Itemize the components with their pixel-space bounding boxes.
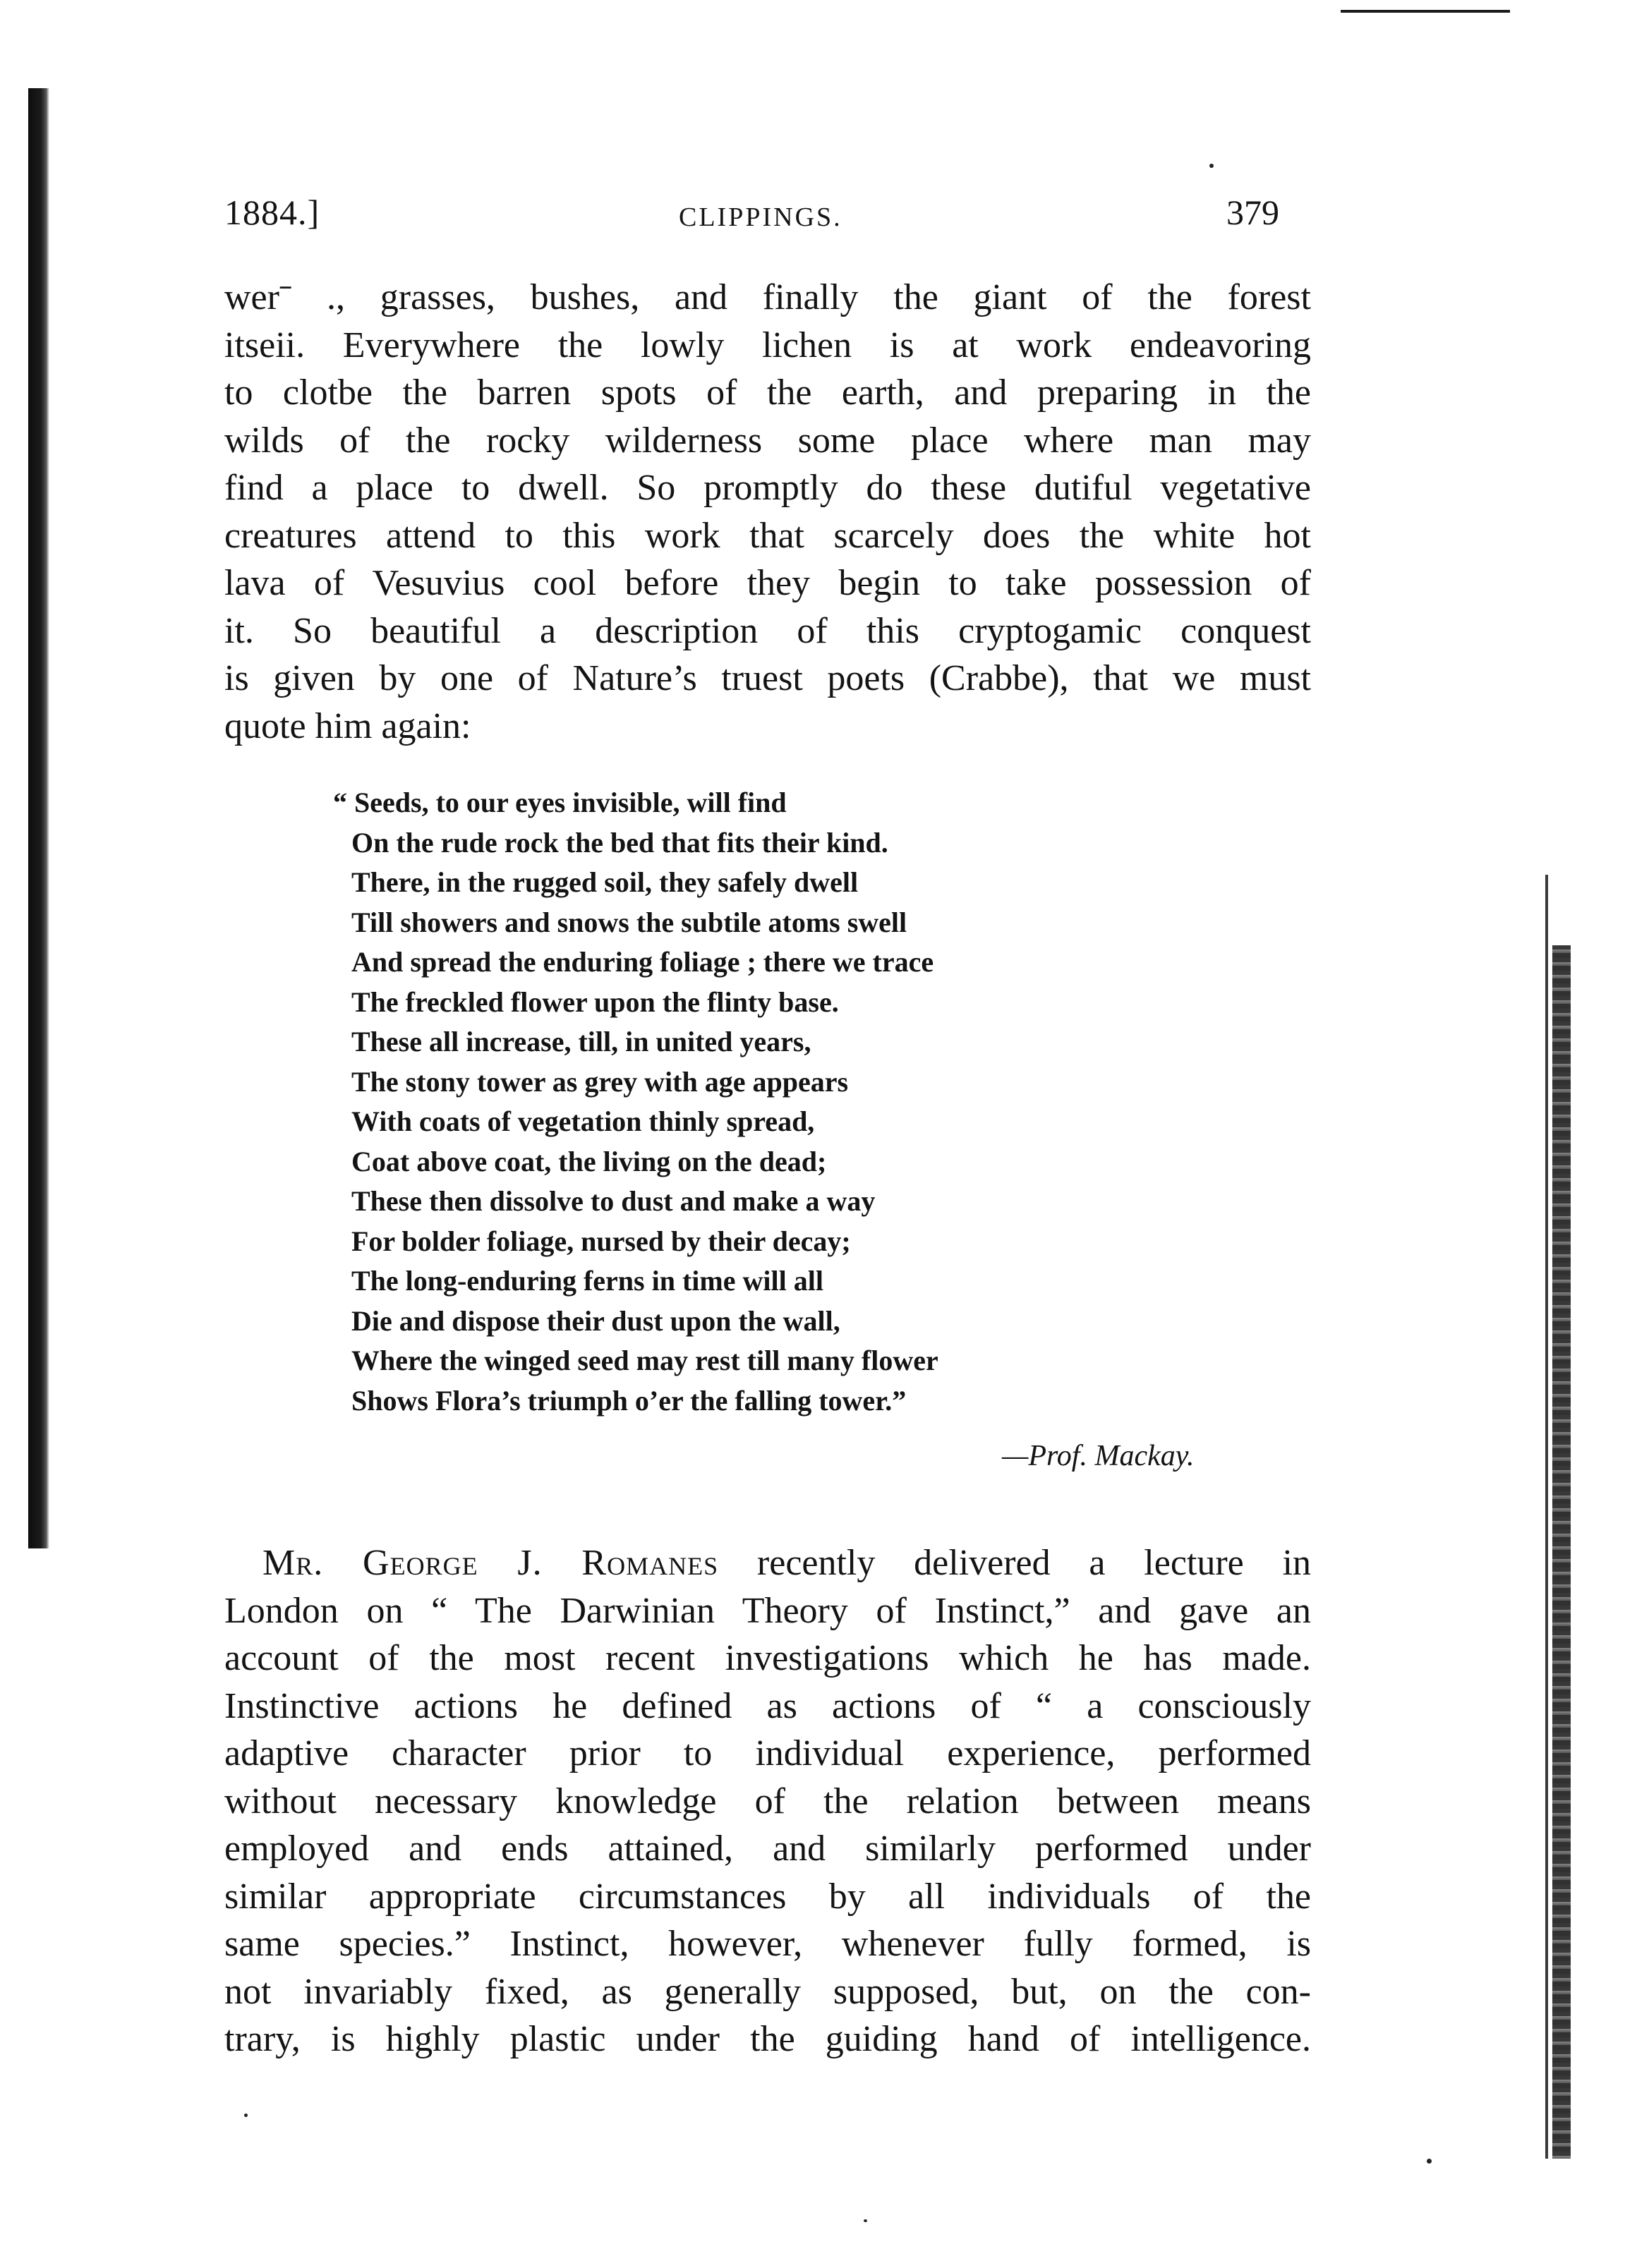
- scan-binding-shadow-left: [28, 88, 49, 1548]
- poem-line: With coats of vegetation thinly spread,: [351, 1105, 815, 1137]
- text-line: account of the most recent investigations which he has made.: [224, 1638, 1311, 1678]
- text-line: it. So beautiful a description of this cryptogamic conquest: [224, 610, 1311, 651]
- scan-speck: [864, 2219, 867, 2222]
- text-line: not invariably fixed, as generally supposed, but, on the con-: [224, 1971, 1311, 2012]
- poem-line: The freckled flower upon the flinty base.: [351, 986, 839, 1018]
- text-line: without necessary knowledge of the relation between means: [224, 1781, 1311, 1821]
- poem-line: These all increase, till, in united years,: [351, 1026, 811, 1057]
- text-line: itseii. Everywhere the lowly lichen is at work endeavoring: [224, 325, 1311, 365]
- scan-edge-rule: [1341, 10, 1510, 13]
- text-line: quote him again:: [224, 705, 471, 746]
- poem-line: Die and dispose their dust upon the wall,: [351, 1304, 840, 1337]
- running-head-year: 1884.]: [224, 193, 320, 232]
- poem-attribution: —Prof. Mackay.: [1002, 1440, 1195, 1472]
- person-name: Mr. George J. Romanes: [262, 1543, 719, 1583]
- poem-line: There, in the rugged soil, they safely dwell: [351, 866, 859, 898]
- text-line: lava of Vesuvius cool before they begin to take possession of: [224, 563, 1311, 603]
- text-line: similar appropriate circumstances by all individuals of the: [224, 1876, 1311, 1917]
- poem-line: Shows Flora’s triumph o’er the falling tower.”: [351, 1384, 907, 1417]
- poem-line: The long-enduring ferns in time will all: [351, 1265, 823, 1297]
- paragraph-lichen: [224, 274, 1311, 750]
- scan-speck: [244, 2114, 248, 2117]
- text-line: employed and ends attained, and similarly performed under: [224, 1829, 1311, 1869]
- poem-line: The stony tower as grey with age appears: [351, 1065, 849, 1098]
- scan-speck: [1427, 2159, 1432, 2164]
- poem-line: “ Seeds, to our eyes invisible, will find: [333, 787, 787, 818]
- poem-line: Till showers and snows the subtile atoms swell: [351, 906, 907, 938]
- text-line: London on “ The Darwinian Theory of Instinct,” and gave an: [224, 1590, 1311, 1631]
- text-line: Instinctive actions he defined as actions of “ a consciously: [224, 1685, 1311, 1726]
- page-number: 379: [1226, 193, 1279, 232]
- poem-line: Where the winged seed may rest till many flower: [351, 1345, 938, 1376]
- scan-speck: [1209, 164, 1214, 168]
- text-line: adaptive character prior to individual experience, performed: [224, 1733, 1311, 1773]
- text-line: trary, is highly plastic under the guiding hand of intelligence.: [224, 2019, 1311, 2059]
- paragraph-romanes: [224, 1539, 1311, 2063]
- poem-line: Coat above coat, the living on the dead;: [351, 1145, 827, 1177]
- poem-quotation: [333, 783, 938, 1421]
- text-line: werˉ ., grasses, bushes, and finally the giant of the forest: [224, 277, 1311, 317]
- text-line: same species.” Instinct, however, whenever fully formed, is: [224, 1924, 1311, 1964]
- text-line: wilds of the rocky wilderness some place where man may: [224, 420, 1311, 461]
- text-line-first: [224, 1539, 1311, 1587]
- text-line: is given by one of Nature’s truest poets (Crabbe), that we must: [224, 658, 1311, 698]
- scan-binding-shadow-right: [1552, 945, 1571, 2159]
- running-head-title: CLIPPINGS.: [679, 202, 842, 232]
- poem-line: On the rude rock the bed that fits their kind.: [351, 826, 888, 859]
- poem-line: These then dissolve to dust and make a way: [351, 1185, 876, 1217]
- text-line: creatures attend to this work that scarcely does the white hot: [224, 515, 1311, 556]
- text-fragment: recently delivered a lecture in: [718, 1543, 1311, 1583]
- poem-line: For bolder foliage, nursed by their decay;: [351, 1225, 851, 1257]
- poem-line: And spread the enduring foliage ; there we trace: [351, 946, 934, 978]
- text-line: to clotbe the barren spots of the earth, and preparing in the: [224, 372, 1311, 413]
- text-line: find a place to dwell. So promptly do these dutiful vegetative: [224, 468, 1311, 508]
- scan-edge-line-right: [1545, 875, 1548, 2159]
